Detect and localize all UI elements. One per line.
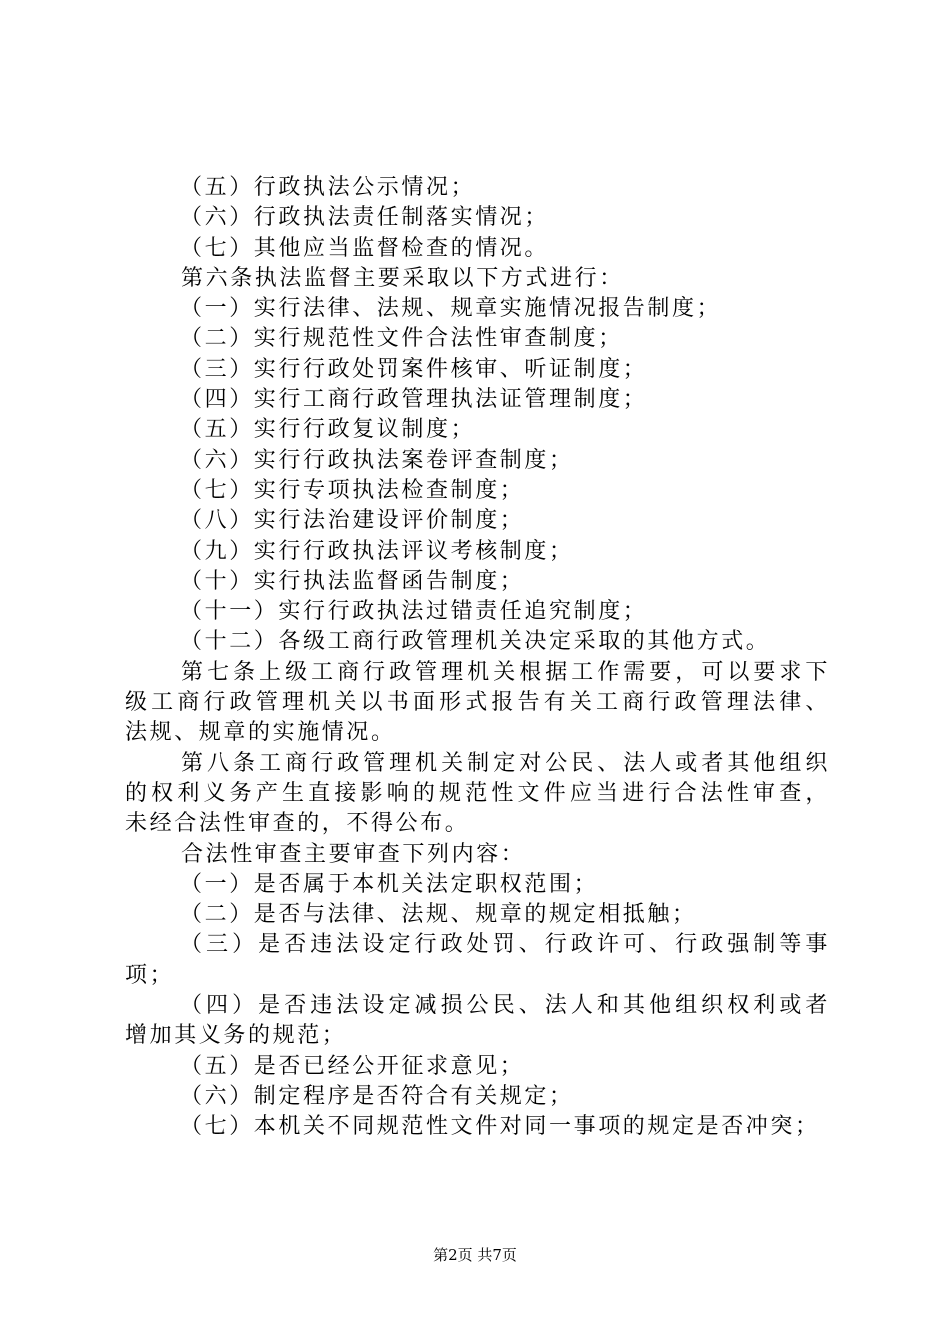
text-line: （十一）实行行政执法过错责任追究制度； — [180, 599, 648, 625]
text-line: （九）实行行政执法评议考核制度； — [180, 538, 574, 564]
text-line: （六）实行行政执法案卷评查制度； — [180, 447, 574, 473]
text-line: （五）行政执法公示情况； — [180, 175, 476, 200]
text-line: （一）实行法律、法规、规章实施情况报告制度； — [180, 296, 722, 322]
text-line: 合法性审查主要审查下列内容： — [181, 841, 526, 867]
page-footer: 第2页 共7页 — [433, 1246, 517, 1264]
text-line: （三）是否违法设定行政处罚、行政许可、行政强制等事 — [180, 932, 830, 958]
text-line: 增加其义务的规范； — [125, 1023, 347, 1049]
text-line: 未经合法性审查的，不得公布。 — [125, 811, 470, 837]
text-line: 第七条上级工商行政管理机关根据工作需要，可以要求下 — [181, 659, 830, 685]
text-line: （三）实行行政处罚案件核审、听证制度； — [180, 356, 648, 382]
text-line: 的权利义务产生直接影响的规范性文件应当进行合法性审查， — [125, 780, 830, 806]
text-line: （七）其他应当监督检查的情况。 — [180, 235, 550, 261]
text-line: （二）是否与法律、法规、规章的规定相抵触； — [180, 902, 697, 928]
text-line: （七）本机关不同规范性文件对同一事项的规定是否冲突； — [180, 1114, 820, 1140]
text-line: （一）是否属于本机关法定职权范围； — [180, 871, 599, 897]
text-line: 级工商行政管理机关以书面形式报告有关工商行政管理法律、 — [125, 690, 830, 716]
text-line: （四）实行工商行政管理执法证管理制度； — [180, 387, 648, 413]
text-line: （二）实行规范性文件合法性审查制度； — [180, 326, 623, 352]
text-line: （六）行政执法责任制落实情况； — [180, 205, 550, 231]
text-line: （八）实行法治建设评价制度； — [180, 508, 525, 534]
text-line: （四）是否违法设定减损公民、法人和其他组织权利或者 — [180, 993, 830, 1019]
text-line: （五）是否已经公开征求意见； — [180, 1053, 525, 1079]
document-body — [125, 173, 830, 1143]
text-line: 法规、规章的实施情况。 — [125, 720, 396, 746]
text-line: 第六条执法监督主要采取以下方式进行： — [181, 265, 624, 291]
text-line: （五）实行行政复议制度； — [180, 417, 476, 443]
text-line: （七）实行专项执法检查制度； — [180, 477, 525, 503]
text-line: （十二）各级工商行政管理机关决定采取的其他方式。 — [180, 629, 771, 655]
text-line: 项； — [125, 962, 175, 988]
text-line: （十）实行执法监督函告制度； — [180, 568, 525, 594]
text-line: 第八条工商行政管理机关制定对公民、法人或者其他组织 — [181, 750, 830, 776]
text-line: （六）制定程序是否符合有关规定； — [180, 1083, 574, 1109]
